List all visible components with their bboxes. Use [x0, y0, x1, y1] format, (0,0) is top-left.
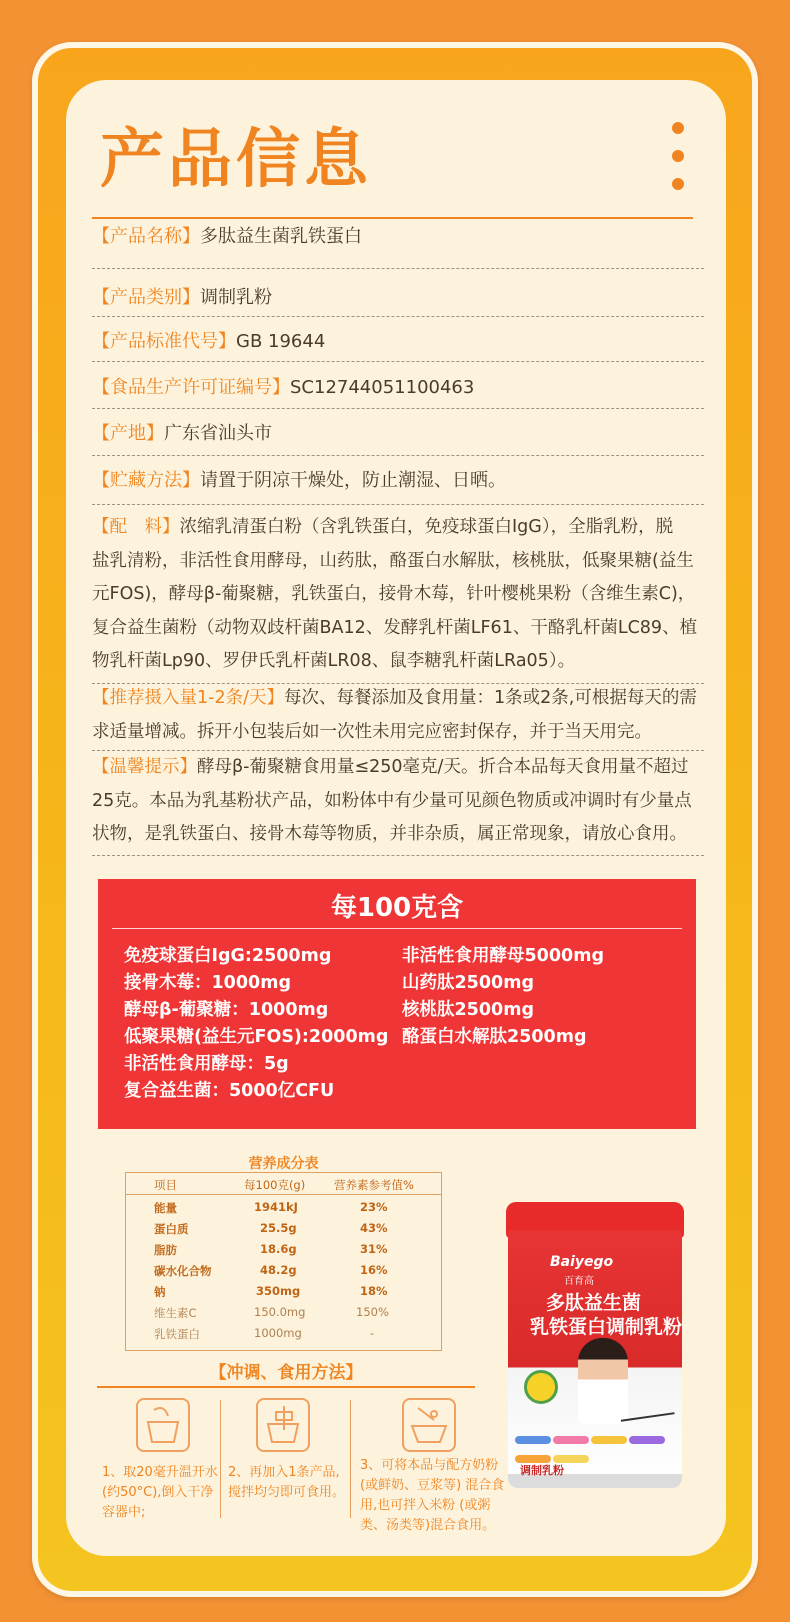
dosage-key: 【推荐摄入量1-2条/天】	[92, 688, 284, 708]
nutrition-cell: 蛋白质	[154, 1222, 189, 1236]
per100-left-list	[124, 943, 388, 1105]
step-3-text	[360, 1456, 510, 1536]
nutrition-cell: 16%	[360, 1263, 388, 1277]
per100-item: 复合益生菌：5000亿CFU	[124, 1081, 335, 1101]
nutrition-cell: 150.0mg	[254, 1305, 306, 1319]
row-divider	[92, 316, 704, 317]
info-key: 【贮藏方法】	[92, 470, 200, 491]
tips-line: 酵母β-葡聚糖食用量≤250毫克/天。折合本品每天食用量不超过	[197, 757, 689, 777]
nutrition-cell: 43%	[360, 1221, 388, 1235]
nutrition-header: 项目	[154, 1178, 177, 1192]
nutrition-cell: 乳铁蛋白	[154, 1327, 200, 1341]
product-type: 调制乳粉	[520, 1464, 564, 1477]
tips-block	[92, 751, 702, 852]
dosage-line: 求适量增减。拆开小包装后如一次性未用完应密封保存，并于当天用完。	[92, 721, 652, 742]
dosage-line: 每次、每餐添加及食用量：1条或2条,可根据每天的需	[283, 688, 697, 708]
row-divider	[92, 408, 704, 409]
dot-icon	[672, 122, 684, 134]
page-title: 产品信息	[100, 123, 372, 197]
nutrition-cell: 150%	[356, 1305, 389, 1319]
ingredients-line: 复合益生菌粉（动物双歧杆菌BA12、发酵乳杆菌LF61、干酪乳杆菌LC89、植	[92, 617, 698, 638]
per100-item: 非活性食用酵母：5g	[124, 1054, 289, 1074]
info-row-name	[92, 222, 704, 252]
step-1-line: 1、取20毫升温开水	[102, 1465, 218, 1480]
nutrition-header-row	[126, 1173, 441, 1195]
nutrition-cell: 脂肪	[154, 1243, 177, 1257]
info-row-license	[92, 373, 704, 403]
per100-right-list	[402, 943, 604, 1051]
preparation-divider	[97, 1386, 475, 1388]
tips-line: 状物，是乳铁蛋白、接骨木莓等物质，并非杂质，属正常现象，请放心食用。	[92, 824, 687, 844]
nutrition-cell: 350mg	[256, 1284, 301, 1298]
nutrition-cell: 18%	[360, 1284, 388, 1298]
nutrition-cell: 25.5g	[260, 1221, 297, 1235]
tips-line: 25克。本品为乳基粉状产品，如粉体中有少量可见颜色物质或冲调时有少量点	[92, 790, 692, 811]
step-2-text	[228, 1463, 353, 1503]
ingredients-line: 盐乳清粉，非活性食用酵母，山药肽，酪蛋白水解肽，核桃肽，低聚果糖(益生	[92, 550, 694, 571]
brand-logo: Baiyego	[550, 1254, 614, 1270]
nutrition-title: 营养成分表	[248, 1156, 319, 1172]
product-name-line2: 乳铁蛋白调制乳粉	[530, 1316, 683, 1338]
per100-panel	[98, 879, 696, 1129]
ingredients-line: 物乳杆菌Lp90、罗伊氏乳杆菌LR08、鼠李糖乳杆菌LRa05）。	[92, 651, 576, 671]
stir-icon	[256, 1398, 310, 1452]
per100-divider	[112, 928, 682, 929]
nutrition-cell: 钠	[154, 1285, 166, 1299]
info-key: 【食品生产许可证编号】	[92, 377, 290, 398]
step-3-line: 类、汤类等)混合食用。	[360, 1518, 496, 1533]
nutrition-header: 每100克(g)	[244, 1178, 306, 1192]
row-divider	[92, 455, 704, 456]
step-1-line: (约50°C),倒入干净	[102, 1485, 214, 1500]
info-key: 【产地】	[92, 423, 164, 444]
per100-item: 核桃肽2500mg	[402, 1000, 534, 1020]
step-1-line: 容器中;	[102, 1505, 146, 1520]
row-divider	[92, 268, 704, 269]
nutrition-cell: 维生素C	[154, 1306, 197, 1320]
product-can	[506, 1202, 684, 1490]
info-value: SC12744051100463	[290, 377, 475, 398]
chip-icon	[629, 1436, 665, 1444]
step-divider	[220, 1400, 221, 1518]
info-row-origin	[92, 419, 704, 449]
ingredients-block	[92, 511, 702, 679]
info-row-standard	[92, 327, 704, 357]
nutrition-cell: 48.2g	[260, 1263, 297, 1277]
per100-item: 低聚果糖(益生元FOS):2000mg	[124, 1027, 389, 1047]
per100-item: 非活性食用酵母5000mg	[402, 946, 604, 966]
chip-icon	[515, 1436, 551, 1444]
nutrition-cell: 碳水化合物	[154, 1264, 212, 1278]
nutrition-cell: 1000mg	[254, 1326, 302, 1340]
info-key: 【产品类别】	[92, 287, 200, 308]
per100-item: 接骨木莓：1000mg	[124, 973, 291, 993]
badge-icon	[524, 1370, 558, 1404]
row-divider	[92, 855, 704, 856]
per100-item: 酪蛋白水解肽2500mg	[402, 1027, 587, 1047]
dosage-block	[92, 682, 702, 749]
ingredients-line: 元FOS)，酵母β-葡聚糖，乳铁蛋白，接骨木莓，针叶樱桃果粉（含维生素C)，	[92, 584, 696, 604]
mix-food-icon	[402, 1398, 456, 1452]
info-value: GB 19644	[236, 331, 326, 352]
nutrition-cell: 1941kJ	[254, 1200, 298, 1214]
chip-icon	[591, 1436, 627, 1444]
nutrition-header: 营养素参考值%	[334, 1178, 414, 1192]
per100-item: 山药肽2500mg	[402, 973, 534, 993]
preparation-title: 【冲调、食用方法】	[209, 1363, 363, 1383]
per100-item: 酵母β-葡聚糖：1000mg	[124, 1000, 329, 1020]
nutrition-cell: 23%	[360, 1200, 388, 1214]
step-1-text	[102, 1463, 220, 1523]
dot-icon	[672, 150, 684, 162]
nutrition-table	[125, 1172, 442, 1351]
row-divider	[92, 504, 704, 505]
nutrition-cell: 18.6g	[260, 1242, 297, 1256]
dots-decoration	[672, 122, 686, 206]
nutrition-cell: 能量	[154, 1201, 177, 1215]
product-name-line1: 多肽益生菌	[546, 1292, 642, 1314]
per100-item: 免疫球蛋白IgG:2500mg	[124, 946, 332, 966]
info-key: 【产品标准代号】	[92, 331, 236, 352]
dot-icon	[672, 178, 684, 190]
info-value: 调制乳粉	[200, 287, 272, 308]
row-divider	[92, 361, 704, 362]
step-3-line: (或鲜奶、豆浆等) 混合食	[360, 1478, 505, 1493]
info-value: 广东省汕头市	[164, 423, 272, 444]
step-3-line: 用,也可拌入米粉 (或粥	[360, 1498, 491, 1513]
chip-icon	[553, 1436, 589, 1444]
title-divider	[92, 217, 693, 219]
tips-key: 【温馨提示】	[92, 757, 197, 777]
per100-title: 每100克含	[330, 893, 464, 923]
nutrition-cell: 31%	[360, 1242, 388, 1256]
info-row-storage	[92, 466, 704, 496]
info-key: 【产品名称】	[92, 226, 200, 247]
step-2-line: 搅拌均匀即可食用。	[228, 1485, 346, 1500]
step-3-line: 3、可将本品与配方奶粉	[360, 1458, 499, 1473]
info-value: 请置于阴凉干燥处，防止潮湿、日晒。	[200, 470, 506, 491]
brand-cn: 百育高	[564, 1276, 594, 1287]
ingredients-line: 浓缩乳清蛋白粉（含乳铁蛋白，免疫球蛋白IgG），全脂乳粉，脱	[179, 517, 674, 537]
nutrition-cell: -	[370, 1326, 375, 1340]
step-2-line: 2、再加入1条产品,	[228, 1465, 340, 1480]
info-row-category	[92, 283, 704, 313]
pour-water-icon	[136, 1398, 190, 1452]
ingredients-key: 【配 料】	[92, 517, 180, 537]
can-chips	[514, 1430, 676, 1456]
info-value: 多肽益生菌乳铁蛋白	[200, 226, 362, 247]
